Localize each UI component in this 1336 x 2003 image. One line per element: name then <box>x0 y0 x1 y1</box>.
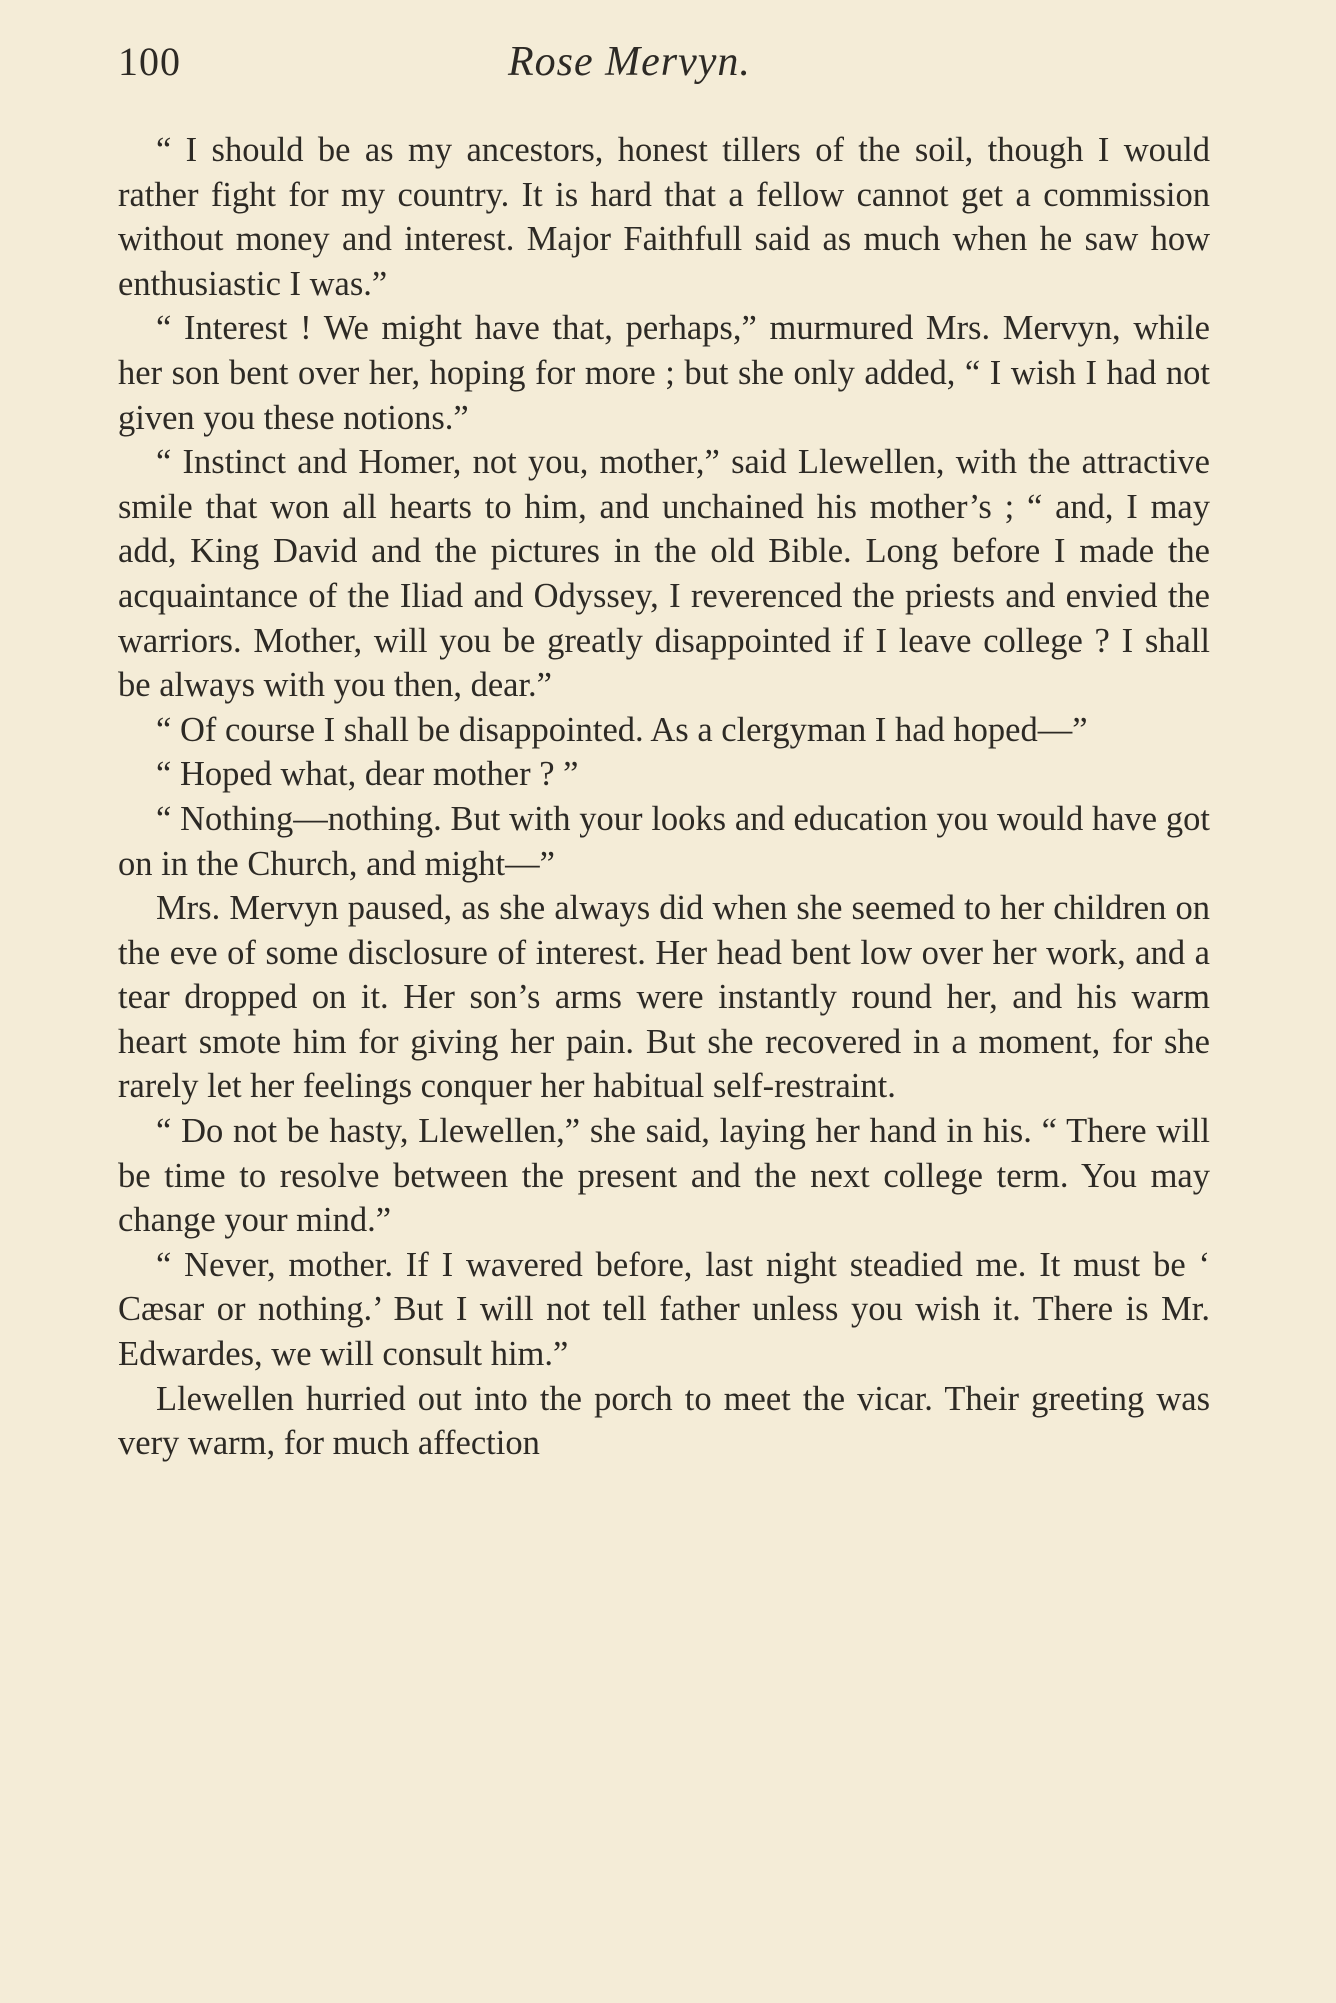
paragraph: Mrs. Mervyn paused, as she always did when she seemed to her children on the eve of some disclosure of interest. Her head bent low over her work, and a tear dropped on it. Her son’s arms were instantly round her, and his warm heart smote him for giving her pain. But she recovered in a moment, for she rarely let her feelings conquer her habitual self-restraint. <box>118 889 1210 1106</box>
running-title: Rose Mervyn. <box>508 39 751 85</box>
paragraph: Llewellen hurried out into the porch to meet the vicar. Their greeting was very warm, for much affection <box>118 1379 1210 1463</box>
paragraph: “ Of course I shall be disappointed. As a clergyman I had hoped—” <box>156 710 1088 749</box>
body-text <box>118 128 1210 1466</box>
paragraph: “ Interest ! We might have that, perhaps,” murmured Mrs. Mervyn, while her son bent over her, hoping for more ; but she only added, “ I wish I had not given you these notions.” <box>118 309 1210 437</box>
paragraph: “ Instinct and Homer, not you, mother,” said Llewellen, with the attractive smile that won all hearts to him, and unchained his mother’s ; “ and, I may add, King David and the pictures in the old Bible. Long before I made the acquaintance of the Iliad and Odyssey, I reverenced the priests and envied the warriors. Mother, will you be greatly disappointed if I leave college ? I shall be always with you then, dear.” <box>118 443 1210 705</box>
paragraph: “ Hoped what, dear mother ? ” <box>156 755 579 794</box>
paragraph: “ Do not be hasty, Llewellen,” she said, laying her hand in his. “ There will be time to resolve between the present and the next college term. You may change your mind.” <box>118 1112 1210 1240</box>
page-number: 100 <box>118 39 181 84</box>
page-header <box>118 38 1208 98</box>
paragraph: “ Never, mother. If I wavered before, last night steadied me. It must be ‘ Cæsar or nothing.’ But I will not tell father unless you wish it. There is Mr. Edwardes, we will consult him.” <box>118 1245 1210 1374</box>
paragraph: “ I should be as my ancestors, honest tillers of the soil, though I would rather fight for my country. It is hard that a fellow cannot get a commission without money and interest. Major Faithfull said as much when he saw how enthusiastic I was.” <box>118 131 1210 303</box>
paragraph: “ Nothing—nothing. But with your looks and education you would have got on in the Church, and might—” <box>118 799 1210 883</box>
